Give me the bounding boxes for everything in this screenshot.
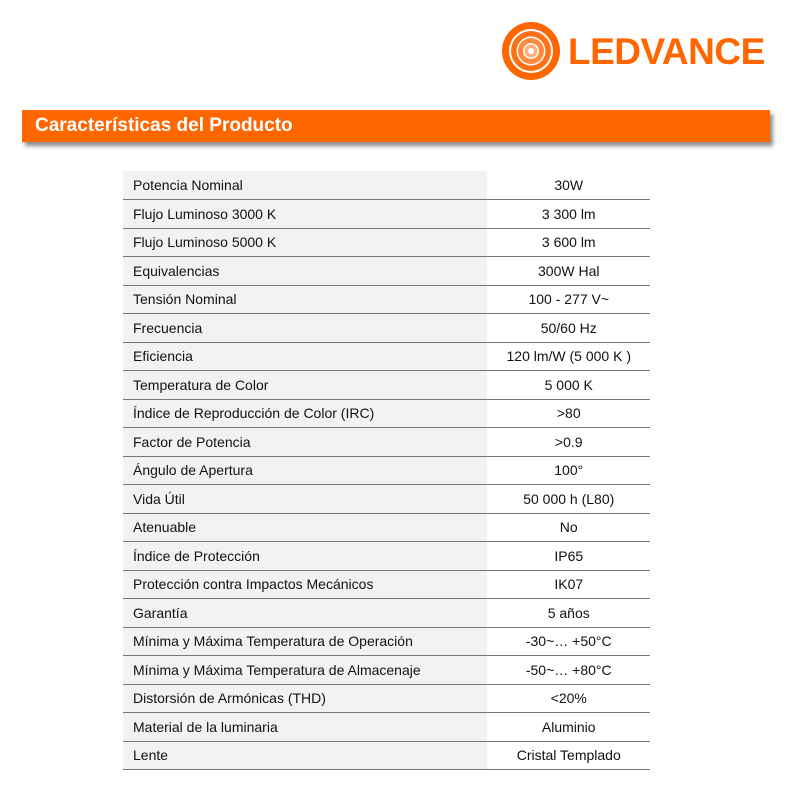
spec-value: 120 lm/W (5 000 K ) [487,342,650,371]
brand-name: LEDVANCE [568,30,765,72]
spec-value: 5 años [487,599,650,628]
spec-value: <20% [487,684,650,713]
spec-row [123,456,650,485]
spec-label: Frecuencia [123,314,487,343]
specifications-body [123,171,650,770]
spec-row [123,285,650,314]
spec-label: Equivalencias [123,257,487,286]
spec-label: Índice de Reproducción de Color (IRC) [123,399,487,428]
spec-row [123,656,650,685]
spec-label: Mínima y Máxima Temperatura de Operación [123,627,487,656]
brand-logo [502,22,765,80]
spec-row [123,713,650,742]
spec-label: Flujo Luminoso 5000 K [123,228,487,257]
spec-label: Protección contra Impactos Mecánicos [123,570,487,599]
spec-label: Tensión Nominal [123,285,487,314]
spec-row [123,627,650,656]
spec-label: Factor de Potencia [123,428,487,457]
ledvance-logo-icon [502,22,560,80]
spec-value: 30W [487,171,650,200]
spec-label: Potencia Nominal [123,171,487,200]
spec-value: >0.9 [487,428,650,457]
spec-label: Mínima y Máxima Temperatura de Almacenaje [123,656,487,685]
spec-label: Distorsión de Armónicas (THD) [123,684,487,713]
spec-value: IK07 [487,570,650,599]
spec-label: Material de la luminaria [123,713,487,742]
spec-value: Cristal Templado [487,741,650,770]
spec-value: 100° [487,456,650,485]
spec-row [123,485,650,514]
spec-row [123,684,650,713]
spec-label: Atenuable [123,513,487,542]
spec-value: Aluminio [487,713,650,742]
specifications-table [123,171,650,770]
spec-label: Vida Útil [123,485,487,514]
spec-row [123,342,650,371]
spec-row [123,257,650,286]
spec-value: 50 000 h (L80) [487,485,650,514]
spec-row [123,371,650,400]
spec-row [123,513,650,542]
spec-value: 100 - 277 V~ [487,285,650,314]
spec-row [123,399,650,428]
spec-row [123,542,650,571]
section-banner [22,110,770,142]
spec-row [123,228,650,257]
spec-value: IP65 [487,542,650,571]
spec-row [123,314,650,343]
spec-label: Garantía [123,599,487,628]
spec-row [123,428,650,457]
spec-value: -30~… +50°C [487,627,650,656]
spec-value: 3 600 lm [487,228,650,257]
spec-label: Eficiencia [123,342,487,371]
spec-label: Índice de Protección [123,542,487,571]
spec-label: Temperatura de Color [123,371,487,400]
spec-row [123,570,650,599]
spec-value: 3 300 lm [487,200,650,229]
spec-row [123,741,650,770]
spec-value: >80 [487,399,650,428]
spec-row [123,599,650,628]
spec-label: Flujo Luminoso 3000 K [123,200,487,229]
spec-value: 5 000 K [487,371,650,400]
spec-value: 50/60 Hz [487,314,650,343]
spec-value: No [487,513,650,542]
spec-value: 300W Hal [487,257,650,286]
section-title: Características del Producto [35,115,293,136]
spec-value: -50~… +80°C [487,656,650,685]
spec-row [123,171,650,200]
spec-label: Lente [123,741,487,770]
spec-label: Ángulo de Apertura [123,456,487,485]
spec-row [123,200,650,229]
